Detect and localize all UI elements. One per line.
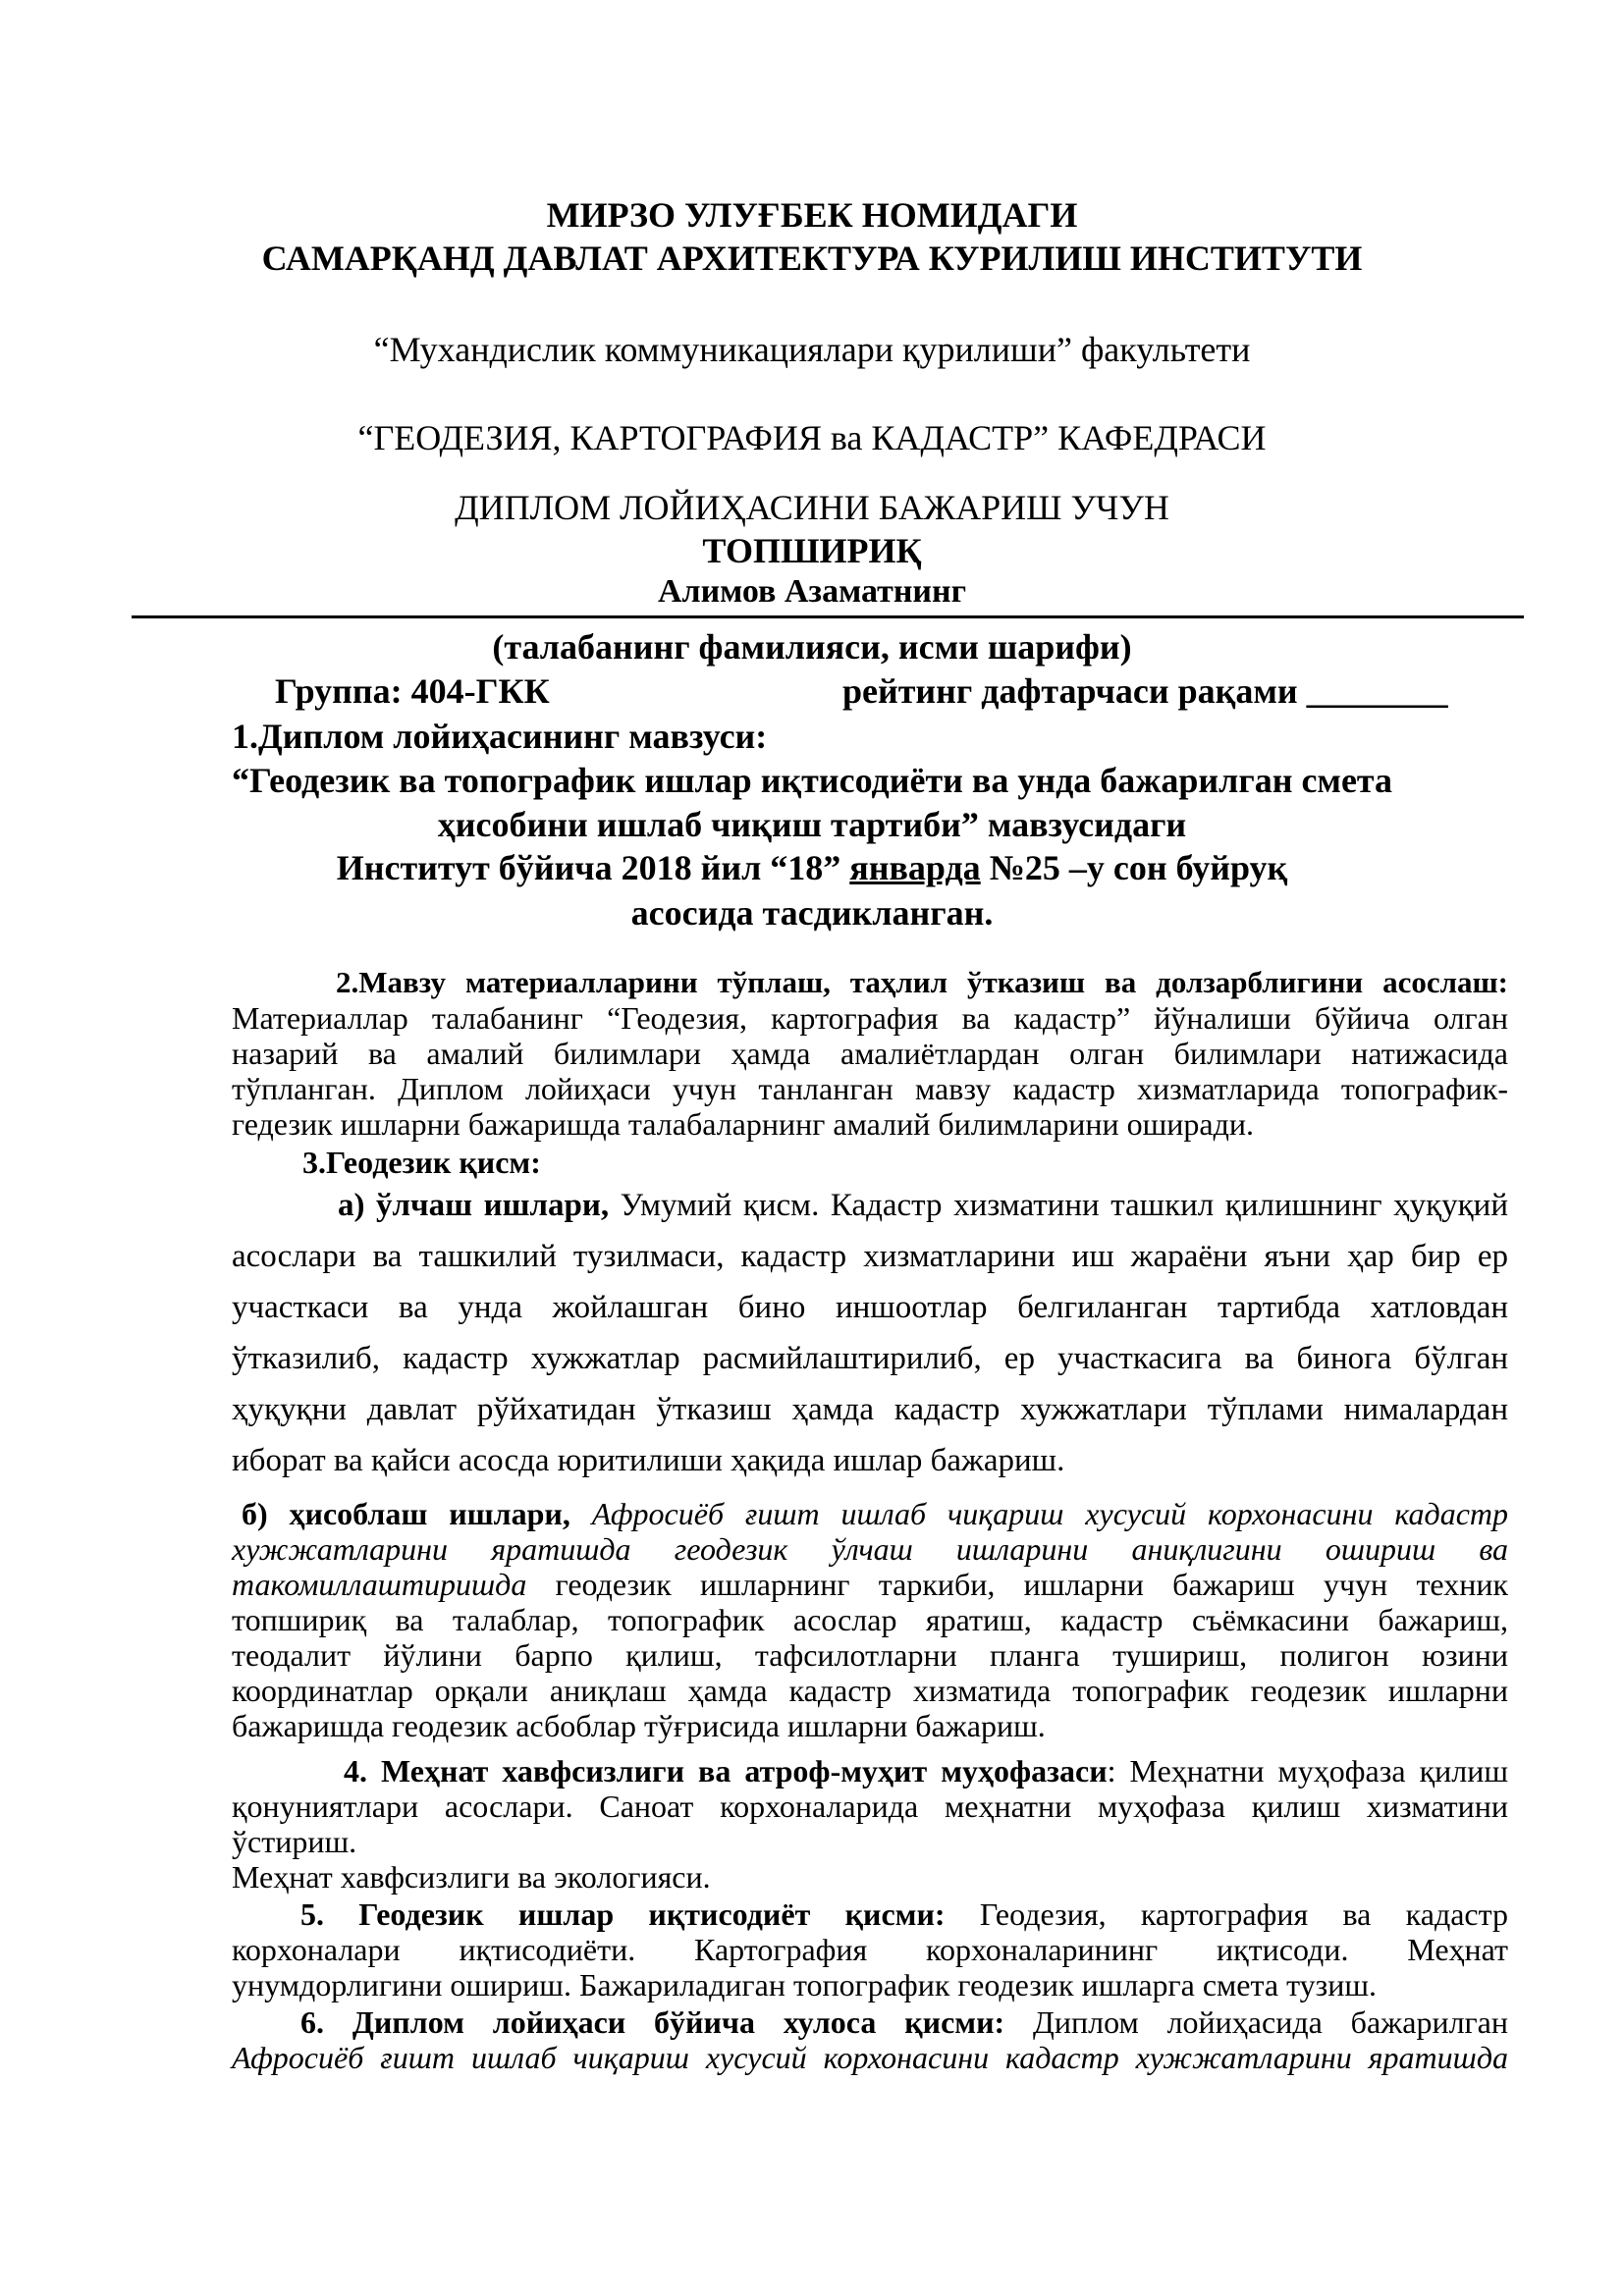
section3b-line: топшириқ ва талаблар, топографик асослар яратиш, кадастр съёмкасини бажариш,	[232, 1602, 1508, 1637]
name-underline	[132, 615, 1524, 618]
section6-italic-text: Афросиёб ғишт ишлаб чиқариш хусусий корхонасини кадастр хужжатларини яратишда	[232, 2040, 1508, 2075]
rating-book-label: рейтинг дафтарчаси рақами ________	[842, 671, 1448, 711]
section3b-text: геодезик ишларнинг таркиби, ишларни бажариш учун техник	[526, 1567, 1508, 1602]
approval-order-line	[0, 847, 1624, 888]
section3b-line: теодалит йўлини барпо қилиш, тафсилотларни планга тушириш, полигон юзини	[232, 1637, 1508, 1673]
section3b-line2	[232, 1531, 1508, 1568]
section4-text: : Меҳнатни муҳофаза қилиш	[1107, 1753, 1509, 1789]
section6-text: Диплом лойиҳасида бажарилган	[1004, 2004, 1509, 2040]
order-suffix: №25 –у сон буйруқ	[980, 848, 1288, 887]
purpose-line: ДИПЛОМ ЛОЙИҲАСИНИ БАЖАРИШ УЧУН	[455, 488, 1169, 527]
section5-line1	[300, 1896, 1508, 1933]
section3a-line: иборат ва қайси асосда юритилиши ҳақида ишлар бажариш.	[232, 1443, 1065, 1478]
section2-line: тўпланган. Диплом лойиҳаси учун танланган мавзу кадастр хизматларида топографик-	[232, 1071, 1508, 1106]
section3b-italic-text: такомиллаштиришда	[232, 1567, 527, 1602]
section3a-line: ўтказилиб, кадастр хужжатлар расмийлаштирилиб, ер участкасига ва бинога бўлган	[232, 1341, 1508, 1376]
section2-heading: 2.Мавзу материалларини тўплаш, таҳлил ўтказиш ва долзарблигини асослаш:	[336, 965, 1508, 999]
section2-line: назарий ва амалий билимлари ҳамда амалиётлардан олган билимлари натижасида	[232, 1036, 1508, 1071]
section3b-line: координатлар орқали аниқлаш ҳамда кадастр хизматида топографик геодезик ишларни	[232, 1673, 1508, 1708]
section3a-text: Умумий қисм. Кадастр хизматини ташкил қилишнинг ҳуқуқий	[609, 1188, 1508, 1223]
section3b-italic-text: Афросиёб ғишт ишлаб чиқариш хусусий корхонасини кадастр	[569, 1496, 1509, 1531]
section6-heading: 6. Диплом лойиҳаси бўйича хулоса қисми:	[300, 2004, 1005, 2040]
section4-line: қонуниятлари асослари. Саноат корхоналарида меҳнатни муҳофаза қилиш хизматини	[232, 1789, 1508, 1824]
section6-line2	[232, 2040, 1508, 2076]
section3a-line: участкаси ва унда жойлашган бино иншоотлар белгиланган тартибда хатловдан	[232, 1290, 1508, 1325]
section6-line1	[300, 2004, 1508, 2041]
section5-text: Геодезия, картография ва кадастр	[945, 1896, 1508, 1932]
document-title: ТОПШИРИҚ	[702, 531, 922, 570]
topic-heading: 1.Диплом лойиҳасининг мавзуси:	[232, 717, 768, 756]
section3-heading: 3.Геодезик қисм:	[302, 1145, 541, 1180]
faculty-name: “Мухандислик коммуникациялари қурилиши” факультети	[373, 330, 1251, 369]
topic-title-line2: ҳисобини ишлаб чиқиш тартиби” мавзусидаги	[437, 805, 1187, 844]
department-name: “ГЕОДЕЗИЯ, КАРТОГРАФИЯ ва КАДАСТР” КАФЕДРАСИ	[357, 418, 1267, 457]
section3a-line1	[338, 1188, 1508, 1224]
section3b-line: бажаришда геодезик асбоблар тўғрисида ишларни бажариш.	[232, 1708, 1046, 1743]
section3a-line: ҳуқуқни давлат рўйхатидан ўтказиш ҳамда кадастр хужжатлари тўплами нималардан	[232, 1392, 1508, 1427]
section4-line1	[344, 1753, 1508, 1789]
section4-line: Меҳнат хавфсизлиги ва экологияси.	[232, 1859, 711, 1895]
topic-title-line1: “Геодезик ва топографик ишлар иқтисодиёти ва унда бажарилган смета	[231, 761, 1393, 800]
institute-name-line1: МИРЗО УЛУҒБЕК НОМИДАГИ	[546, 195, 1078, 235]
order-month: январда	[849, 848, 981, 887]
approval-basis-line: асосида тасдикланган.	[630, 893, 994, 933]
student-name: Алимов Азаматнинг	[657, 573, 967, 610]
section3a-line: асослари ва ташкилий тузилмаси, кадастр хизматларини иш жараёни яъни ҳар бир ер	[232, 1239, 1508, 1274]
student-name-caption: (талабанинг фамилияси, исми шарифи)	[492, 627, 1132, 667]
section3b-italic-text: хужжатларини яратишда геодезик ўлчаш ишларини аниқлигини ошириш ва	[232, 1531, 1508, 1567]
section3b-line1	[242, 1496, 1508, 1532]
section5-heading: 5. Геодезик ишлар иқтисодиёт қисми:	[300, 1896, 946, 1932]
section3b-line3	[232, 1567, 1508, 1603]
order-prefix: Институт бўйича 2018 йил “18”	[336, 848, 850, 887]
section2-line: гедезик ишларни бажаришда талабаларнинг амалий билимларини оширади.	[232, 1106, 1254, 1142]
section2-line: Материаллар талабанинг “Геодезия, картография ва кадастр” йўналиши бўйича олган	[232, 1000, 1508, 1036]
section4-line: ўстириш.	[232, 1824, 357, 1859]
institute-name-line2: САМАРҚАНД ДАВЛАТ АРХИТЕКТУРА КУРИЛИШ ИНСТИТУТИ	[261, 239, 1363, 278]
section4-heading: 4. Меҳнат хавфсизлиги ва атроф-муҳит муҳофазаси	[344, 1753, 1108, 1789]
section5-line: корхоналари иқтисодиёти. Картография корхоналарининг иқтисоди. Меҳнат	[232, 1932, 1508, 1967]
section3a-label: а) ўлчаш ишлари,	[338, 1188, 610, 1223]
group-label: Группа: 404-ГКК	[275, 671, 550, 711]
section3b-label: б) ҳисоблаш ишлари,	[242, 1496, 570, 1531]
section5-line: унумдорлигини ошириш. Бажариладиган топографик геодезик ишларга смета тузиш.	[232, 1967, 1378, 2002]
